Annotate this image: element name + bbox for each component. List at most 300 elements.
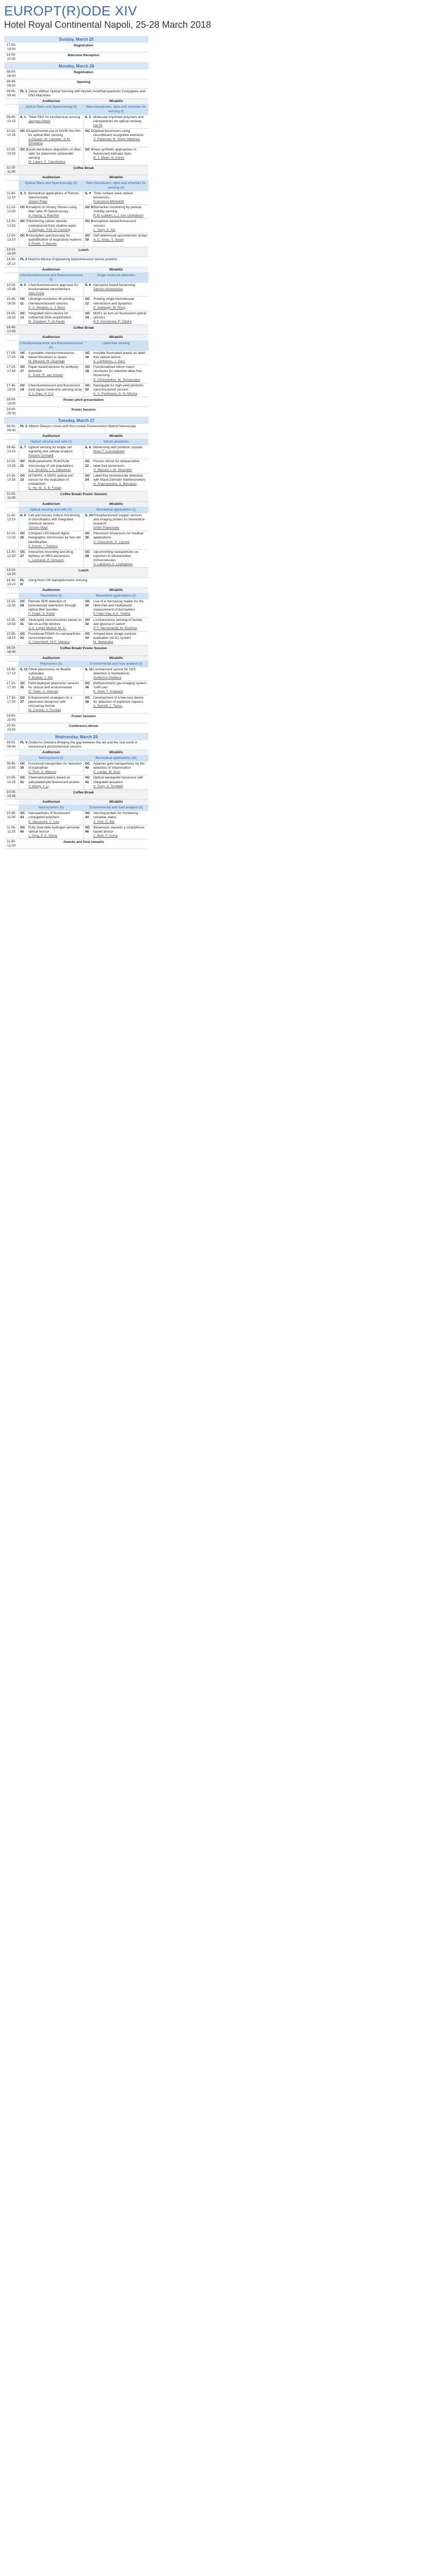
talk-left-authors: A.V. Dmitriev, I. A. Okkelman xyxy=(28,468,71,472)
talk-right-cell xyxy=(84,233,149,247)
talk-right-code: OC 2 xyxy=(85,129,93,133)
talk-right-authors: A. Goll, D. Bär xyxy=(93,820,115,824)
talk-right-authors: A. C. Arias, S. Beyer xyxy=(93,238,124,242)
schedule-row xyxy=(4,147,149,166)
talk-right-code: OC 42 xyxy=(85,776,90,784)
talk-pair xyxy=(19,775,149,789)
talk-right-talk: Molecular imprinted polymers and nanoparticles for optical sensing Lei Ye xyxy=(93,115,148,128)
schedule-row xyxy=(4,492,149,501)
talk-left-talk: Integrated micro-device for isothermal DNA amplification M. Zangheri, F. Di Nardo xyxy=(28,312,83,324)
talk-left-cell xyxy=(19,233,84,247)
time-slot xyxy=(4,656,19,661)
talk-pair xyxy=(19,365,149,383)
time-slot xyxy=(4,502,19,507)
plenary-code: PL V xyxy=(20,740,28,744)
hall-left: Auditorium xyxy=(19,750,84,755)
plenary-cell xyxy=(19,257,149,266)
time-slot: 10:35-10:55 xyxy=(6,147,17,156)
schedule-row xyxy=(4,273,149,283)
talk-pair xyxy=(19,681,149,694)
schedule-row xyxy=(4,632,149,646)
time-slot: 15:35-15:55 xyxy=(6,618,17,626)
talk-pair xyxy=(19,618,149,631)
talk-right-authors: M. Watanabe xyxy=(93,640,113,645)
time-slot xyxy=(4,439,19,445)
schedule-row xyxy=(4,115,149,129)
talk-right-authors: L. Yang, X. Xie xyxy=(93,228,116,232)
talk-left-code: IL 3 xyxy=(20,191,26,195)
talk-right-code: IL 10 xyxy=(85,513,93,517)
talk-right-code: OC 6 xyxy=(85,206,93,209)
plenary-cell xyxy=(19,89,149,98)
schedule-row xyxy=(4,247,149,257)
talk-pair xyxy=(19,811,149,824)
talk-right-cell xyxy=(84,599,149,617)
hall-left: Auditorium xyxy=(19,99,84,104)
schedule-row xyxy=(4,775,149,789)
talk-left-cell xyxy=(19,761,84,775)
talk-left-code: IL 5 xyxy=(20,283,26,287)
schedule-row xyxy=(4,205,149,219)
session-left: Plasmonics (I) xyxy=(19,594,84,599)
talk-right-code: OC 10 xyxy=(85,233,90,242)
talk-right-authors: K.Fahn-Vaa, K.A. Tiebirg xyxy=(93,612,130,616)
schedule-row xyxy=(4,424,149,434)
event-label: Lunch xyxy=(78,248,89,252)
time-slot xyxy=(4,662,19,667)
time-slot: 19:00-22:00 xyxy=(6,53,17,61)
talk-left-authors: Aldo Roda xyxy=(28,292,44,296)
schedule-row xyxy=(4,761,149,775)
hall-right: Mirabilis xyxy=(84,656,149,661)
day-heading: Wednesday, March 28 xyxy=(4,734,149,740)
time-slot: 14:30-15:10 xyxy=(6,578,17,586)
schedule-row xyxy=(4,662,149,667)
talk-pair xyxy=(19,825,149,839)
day-heading: Tuesday, March 27 xyxy=(4,417,149,424)
talk-left-talk: Tilted FBG for biochemical sensing Jacques Albert xyxy=(28,115,83,128)
talk-right-code: OC 24 xyxy=(85,473,90,482)
schedule-row xyxy=(4,594,149,599)
page-header xyxy=(0,0,426,36)
session-left: Optical fibers and Spectroscopy (I) xyxy=(19,105,84,114)
talk-pair xyxy=(19,191,149,205)
talk-right-code: OC 34 xyxy=(85,632,90,640)
time-slot: 17:10-17:30 xyxy=(6,682,17,690)
talk-right-cell xyxy=(84,147,149,165)
programme-table xyxy=(4,36,149,849)
event-label: Awards and final remarks xyxy=(63,840,104,844)
event-label: Opening xyxy=(76,80,91,84)
talk-left-code: OC 7 xyxy=(20,219,28,224)
talk-right-talk: Nanopore based biosensing Aleksei Aksimentiev xyxy=(93,283,148,296)
talk-left-code: OC 13 xyxy=(20,311,25,319)
schedule-row xyxy=(4,283,149,297)
schedule-row xyxy=(4,257,149,267)
talk-left-authors: M. Zangheri, F. Di Nardo xyxy=(28,320,65,324)
talk-left-cell xyxy=(19,599,84,617)
talk-left-talk: Nanoparticles of fluorescent conjugated polymers E. Alexandre, C. Lee xyxy=(28,811,83,824)
plenary-cell xyxy=(19,578,149,587)
schedule-row xyxy=(4,656,149,662)
day-heading: Sunday, March 25 xyxy=(4,36,149,43)
talk-left-cell xyxy=(19,681,84,694)
talk-right-cell xyxy=(84,761,149,775)
plenary-cell xyxy=(19,424,149,433)
talk-left-authors: E. Alexandre, C. Lee xyxy=(28,820,59,824)
time-slot xyxy=(4,434,19,439)
time-slot: 16:15-16:40 xyxy=(6,646,17,654)
time-slot: 09:00-09:40 xyxy=(6,740,17,749)
talk-pair xyxy=(19,351,149,364)
time-slot: 09:00-09:40 xyxy=(6,424,17,432)
talk-right-authors: N. Argyropoulos, A. Botsialas xyxy=(93,482,137,486)
talk-right-authors: Guillermo Orellana xyxy=(93,676,122,680)
talk-left-talk: Functional nanoprobes for detection of tryptophan C. Ruiz, A. Marcos xyxy=(28,762,82,774)
talk-pair xyxy=(19,696,149,714)
hall-right: Mirabilis xyxy=(84,267,149,273)
talk-left-cell xyxy=(19,531,84,549)
talk-left-cell xyxy=(19,811,84,824)
schedule-row xyxy=(4,473,149,492)
talk-left-authors: Y. Wang, Y. Li xyxy=(28,784,49,788)
hall-left: Auditorium xyxy=(19,267,84,273)
talk-left-authors: E.Scholz, I. Sammu xyxy=(28,544,58,548)
hall-left: Auditorium xyxy=(19,656,84,661)
session-left: Optical sensing and cells (II) xyxy=(19,507,84,513)
talk-left-authors: G.A. Lopez-Muñoz, M. C. xyxy=(28,626,67,630)
hall-right: Mirabilis xyxy=(84,800,149,805)
schedule-row xyxy=(4,219,149,233)
talk-right-code: OC 26 xyxy=(85,532,90,540)
hall-left: Auditorium xyxy=(19,434,84,439)
talk-right-authors: A. Bertolli, J. Torres xyxy=(93,704,123,708)
talk-right-cell xyxy=(84,351,149,364)
time-slot xyxy=(4,181,19,190)
talk-left-authors: Torsten Mayr xyxy=(28,526,48,530)
talk-right-talk: Probing single biomolecular interactions and dynamics E. Sabbagh, M. Rong xyxy=(93,297,148,310)
talk-right-authors: A. V. Pushkarev, E. N. Mocha xyxy=(93,392,137,396)
time-slot: 09:00-09:40 xyxy=(6,90,17,98)
schedule-row xyxy=(4,181,149,191)
session-left: Plasmonics (II) xyxy=(19,662,84,667)
talk-pair xyxy=(19,761,149,775)
schedule-row xyxy=(4,325,149,335)
plenary-talk: Alberto Diaspro Linear and Non-Linear Fluorescence Optical Nanoscopy xyxy=(28,424,136,428)
hall-left: Auditorium xyxy=(19,800,84,805)
session-right: Environmental and food analysis (II) xyxy=(84,805,149,810)
schedule-row xyxy=(4,825,149,839)
session-left: Chemiluminescence and Bioluminescence (II) xyxy=(19,341,84,350)
time-slot xyxy=(4,341,19,350)
schedule-row xyxy=(4,599,149,618)
schedule-row xyxy=(4,79,149,89)
talk-left-code: OC 29 xyxy=(20,600,25,608)
talk-left-cell xyxy=(19,632,84,645)
talk-left-talk: Optical sensing for single cell signaling and cellular analysis Rosario Grimaldi xyxy=(28,446,83,458)
schedule-row xyxy=(4,341,149,351)
talk-left-authors: M. Mirasoli, M. Guardigli xyxy=(28,360,65,363)
schedule-row xyxy=(4,459,149,473)
talk-left-talk: Absorption spectroscopy for quantification of respiratory markers K.Roeth, T. Barone xyxy=(28,233,82,246)
schedule-row xyxy=(4,89,149,99)
schedule-row xyxy=(4,618,149,632)
talk-right-talk: Development of a low-cost device for detection of explosive vapours A. Bertolli, J. Torres xyxy=(93,696,148,713)
time-slot: 11:40-12:10 xyxy=(7,191,16,199)
schedule-row xyxy=(4,646,149,655)
talk-left-authors: Jacques Albert xyxy=(28,119,51,123)
talk-right-talk: MOFs as turn on fluorescent optical sensors R.E. Armstrong, P. Zijlstra xyxy=(93,312,148,324)
talk-left-cell xyxy=(19,667,84,681)
talk-left-talk: Chemodosimeters based on salicylaldehyde fluorescent probes Y. Wang, Y. Li xyxy=(28,776,83,788)
talk-right-authors: P. F. Nermerandt, M. Buchner xyxy=(93,626,138,630)
talk-right-code: IL 6 xyxy=(85,283,91,287)
talk-left-authors: C. A. Mirabito, L. J. Blum xyxy=(28,306,65,310)
talk-right-code: OC 4 xyxy=(85,147,93,151)
event-label: Coffee Break xyxy=(73,326,94,330)
talk-left-cell xyxy=(19,365,84,383)
schedule-row xyxy=(4,445,149,459)
time-slot xyxy=(4,273,19,282)
talk-pair xyxy=(19,531,149,549)
talk-right-authors: X. Tong, S. Tombelli xyxy=(93,784,123,788)
talk-left-talk: Fully reversible hydrogen peroxide optical sensor L. Ding, E.O. Wang xyxy=(28,826,83,838)
talk-right-code: IL 8 xyxy=(85,446,91,449)
time-slot: 15:55-16:15 xyxy=(6,632,17,640)
plenary-block xyxy=(19,740,149,750)
talk-left-talk: Analysis of Urinary Stones using fiber optic IR Spectroscopy A. Hosny, Y. Raichlin xyxy=(28,206,83,218)
talk-right-cell xyxy=(84,696,149,714)
talk-right-authors: S. Chocchelino, M. Tomasciano xyxy=(93,378,140,382)
time-slot: 11:15-11:40 xyxy=(7,492,16,500)
talk-right-cell xyxy=(84,383,149,397)
talk-left-cell xyxy=(19,191,84,205)
time-slot: 09:45-10:05 xyxy=(6,762,17,770)
time-slot: 10:05-10:25 xyxy=(6,776,17,784)
talk-right-cell xyxy=(84,825,149,839)
schedule-row xyxy=(4,43,149,53)
talk-pair xyxy=(19,632,149,645)
time-slot: 10:15-10:35 xyxy=(6,460,17,468)
plenary-block xyxy=(19,424,149,433)
time-slot xyxy=(4,800,19,805)
talk-left-cell xyxy=(19,297,84,310)
plenary-code: PL IV xyxy=(20,578,25,586)
schedule-row xyxy=(4,434,149,439)
talk-left-authors: A. Hosny, Y. Raichlin xyxy=(28,214,59,218)
talk-pair xyxy=(19,459,149,472)
talk-left-cell xyxy=(19,219,84,232)
plenary-talk: Guillermo Orellana Bridging the gap between the lab and the real world in luminescent photochemical sensors xyxy=(28,740,138,749)
schedule-row xyxy=(4,351,149,365)
schedule-row xyxy=(4,805,149,811)
talk-left-code: OC 35 xyxy=(20,682,25,690)
time-slot: 19:00-20:30 xyxy=(6,408,17,416)
time-slot: 16:40-17:10 xyxy=(6,667,17,675)
event-label: Poster Session xyxy=(71,408,96,412)
talk-left-talk: Multi-parametric PLM-PLIM microscopy of cell populations A.V. Dmitriev, I. A. Okkelman xyxy=(28,460,83,472)
hall-left: Auditorium xyxy=(19,502,84,507)
time-slot xyxy=(4,99,19,104)
plenary-talk: Maximo Merino Engineering bioluminescent sensor proteins xyxy=(28,258,118,262)
time-slot: 12:10-12:30 xyxy=(6,206,17,214)
talk-left-talk: Biomedical applications of Raman spectroscopy Jürgen Popp xyxy=(28,192,83,204)
talk-right-authors: A. Lanfranco, J. Sacc xyxy=(93,360,125,363)
time-slot xyxy=(4,588,19,593)
time-slot: 18:05-19:00 xyxy=(6,398,17,406)
talk-pair xyxy=(19,297,149,310)
schedule-row xyxy=(4,439,149,445)
talk-right-cell xyxy=(84,129,149,147)
talk-left-cell xyxy=(19,147,84,165)
session-right: Single molecule detection xyxy=(84,273,149,282)
talk-left-cell xyxy=(19,383,84,397)
talk-left-authors: D. Ho, M. Ji, B. Fedak xyxy=(28,486,61,490)
session-left: Optical sensing and cells (I) xyxy=(19,439,84,445)
talk-right-code: OC 18 xyxy=(85,365,90,374)
time-slot: 11:40-12:10 xyxy=(7,513,16,521)
plenary-talk: Zeinar Willner Optical Sensing with Nucleic Acid/Nanoparticles Conjugates and DNA Machines xyxy=(28,90,145,98)
schedule-row xyxy=(4,267,149,273)
hall-right: Mirabilis xyxy=(84,175,149,180)
talk-right-code: IL 2 xyxy=(85,115,91,119)
talk-left-authors: L. Leonardi, P. Giovanni xyxy=(28,558,64,562)
talk-pair xyxy=(19,311,149,325)
talk-right-cell xyxy=(84,219,149,232)
event-label: Registration xyxy=(74,70,93,74)
session-right: Label-free sensing xyxy=(84,341,149,350)
schedule-row xyxy=(4,70,149,79)
schedule-row xyxy=(4,790,149,800)
talk-right-authors: Dmitri Papkovsky xyxy=(93,526,120,530)
talk-pair xyxy=(19,445,149,459)
talk-right-authors: Aleksei Aksimentiev xyxy=(93,287,123,292)
schedule-row xyxy=(4,839,149,849)
event-label: Coffee Break xyxy=(73,166,94,170)
schedule-row xyxy=(4,407,149,417)
talk-right-talk: Biosensing with photonic crystals Brian T. Cunningham xyxy=(93,446,148,458)
talk-left-authors: M. Ceronk, V. Frostad xyxy=(28,708,61,712)
talk-pair xyxy=(19,283,149,296)
plenary-code: PL 3 xyxy=(20,424,27,428)
talk-left-authors: C. Ruiz, A. Marcos xyxy=(28,770,56,774)
session-right: Silicon photonics xyxy=(84,439,149,445)
talk-left-code: OC 25 xyxy=(20,532,25,540)
talk-pair xyxy=(19,147,149,165)
schedule-row xyxy=(4,550,149,568)
talk-left-code: OC 27 xyxy=(20,550,25,558)
hall-left: Auditorium xyxy=(19,588,84,593)
talk-right-talk: Label-free biomolecular detection with Mach-Zehnder interferometers N. Argyropoulos, A. Botsialas xyxy=(93,474,148,491)
time-slot: 11:15-11:40 xyxy=(7,166,16,174)
talk-right-code: IL 4 xyxy=(85,191,91,195)
talk-left-talk: Compact LED-based digital holographic microscope for live cell identification E.Scholz, I. Sammu xyxy=(28,532,83,549)
talk-left-code: OC 21 xyxy=(20,460,25,468)
talk-right-cell xyxy=(84,681,149,694)
talk-right-code: OC 22 xyxy=(85,460,90,468)
schedule-row xyxy=(4,513,149,532)
talk-right-talk: Nanoguide for high-yield photonic nanostructured sensors A. V. Pushkarev, E. N. Mocha xyxy=(93,384,148,396)
talk-left-code: OC 37 xyxy=(20,696,25,704)
session-right: New transducers, dyes and schemes for sensing (II) xyxy=(84,181,149,190)
talk-right-talk: Ionophore-based fluorescent sensors L. Yang, X. Xie xyxy=(93,219,148,232)
schedule-row xyxy=(4,502,149,507)
time-slot: 12:30-12:50 xyxy=(6,550,17,558)
talk-pair xyxy=(19,205,149,218)
talk-left-cell xyxy=(19,129,84,147)
talk-right-code: OC 20 xyxy=(85,383,90,392)
talk-left-code: OC 17 xyxy=(20,365,25,374)
schedule-row xyxy=(4,756,149,761)
schedule-row xyxy=(4,507,149,513)
schedule-row xyxy=(4,667,149,681)
session-left: Optical fibers and Spectroscopy (II) xyxy=(19,181,84,190)
talk-pair xyxy=(19,667,149,681)
schedule-row xyxy=(4,568,149,578)
time-slot xyxy=(4,750,19,755)
talk-right-cell xyxy=(84,531,149,549)
talk-right-talk: New synthetic approaches to fluorescent indicator dyes R. J. Meier, N. Koren xyxy=(93,148,148,165)
talk-left-cell xyxy=(19,825,84,839)
schedule-row xyxy=(4,723,149,733)
talk-right-authors: R.M. Lubken, L.J. van IJzendoorn xyxy=(93,214,144,218)
talk-right-cell xyxy=(84,775,149,789)
schedule-row xyxy=(4,233,149,247)
talk-left-talk: Enhancement strategies for a plasmonic biosensor with microarray format M. Ceronk, V. Frostad xyxy=(28,696,83,713)
schedule-row xyxy=(4,397,149,407)
schedule-row xyxy=(4,696,149,714)
time-slot xyxy=(4,267,19,273)
talk-left-cell xyxy=(19,775,84,789)
event-label: Lunch xyxy=(78,569,89,573)
schedule-row xyxy=(4,311,149,325)
talk-left-code: OC 33 xyxy=(20,632,25,640)
talk-left-code: IL 9 xyxy=(20,513,26,517)
talk-left-authors: Rosario Grimaldi xyxy=(28,454,54,458)
time-slot: 12:30-12:50 xyxy=(6,219,17,228)
schedule-row xyxy=(4,714,149,723)
schedule-row xyxy=(4,365,149,383)
talk-right-cell xyxy=(84,297,149,310)
schedule-row xyxy=(4,335,149,341)
talk-right-authors: Lei Ye xyxy=(93,123,103,127)
talk-left-code: IL 7 xyxy=(20,446,26,449)
schedule-row xyxy=(4,800,149,805)
time-slot: 08:40-09:00 xyxy=(6,79,17,88)
talk-left-talk: Chiral plasmonics on flexible substrates F. Buatier, J. Wu xyxy=(28,668,83,680)
talk-left-authors: E. Tondi, R. van Grinen xyxy=(28,374,63,378)
time-slot: 13:10-14:30 xyxy=(6,248,17,256)
time-slot: 12:10-12:30 xyxy=(6,532,17,540)
day-heading: Monday, March 26 xyxy=(4,63,149,70)
talk-right-cell xyxy=(84,205,149,218)
time-slot xyxy=(4,507,19,513)
talk-right-authors: E. Sabbagh, M. Rong xyxy=(93,306,126,310)
talk-left-cell xyxy=(19,459,84,472)
time-slot: 15:15-15:45 xyxy=(6,283,17,292)
talk-right-code: OC 32 xyxy=(85,618,90,626)
talk-left-talk: Paper-based devices for antibody detection E. Tondi, R. van Grinen xyxy=(28,365,83,382)
time-slot: 18:00-20:00 xyxy=(6,714,17,722)
talk-left-authors: M. Lopez, C. Caucheteur xyxy=(28,160,66,164)
time-slot: 20:30-23:00 xyxy=(6,724,17,732)
event-label: Poster pitch presentation xyxy=(63,398,104,402)
talk-right-cell xyxy=(84,115,149,128)
talk-right-talk: Porous silicon for ultrasensitive label-free biosensors S. Mariani, L.M. Strambini xyxy=(93,460,148,472)
talk-right-cell xyxy=(84,445,149,459)
schedule-row xyxy=(4,588,149,594)
talk-left-talk: Silver/gold nanostructures based on lab-on-a-chip devices G.A. Lopez-Muñoz, M. C. xyxy=(28,618,82,630)
